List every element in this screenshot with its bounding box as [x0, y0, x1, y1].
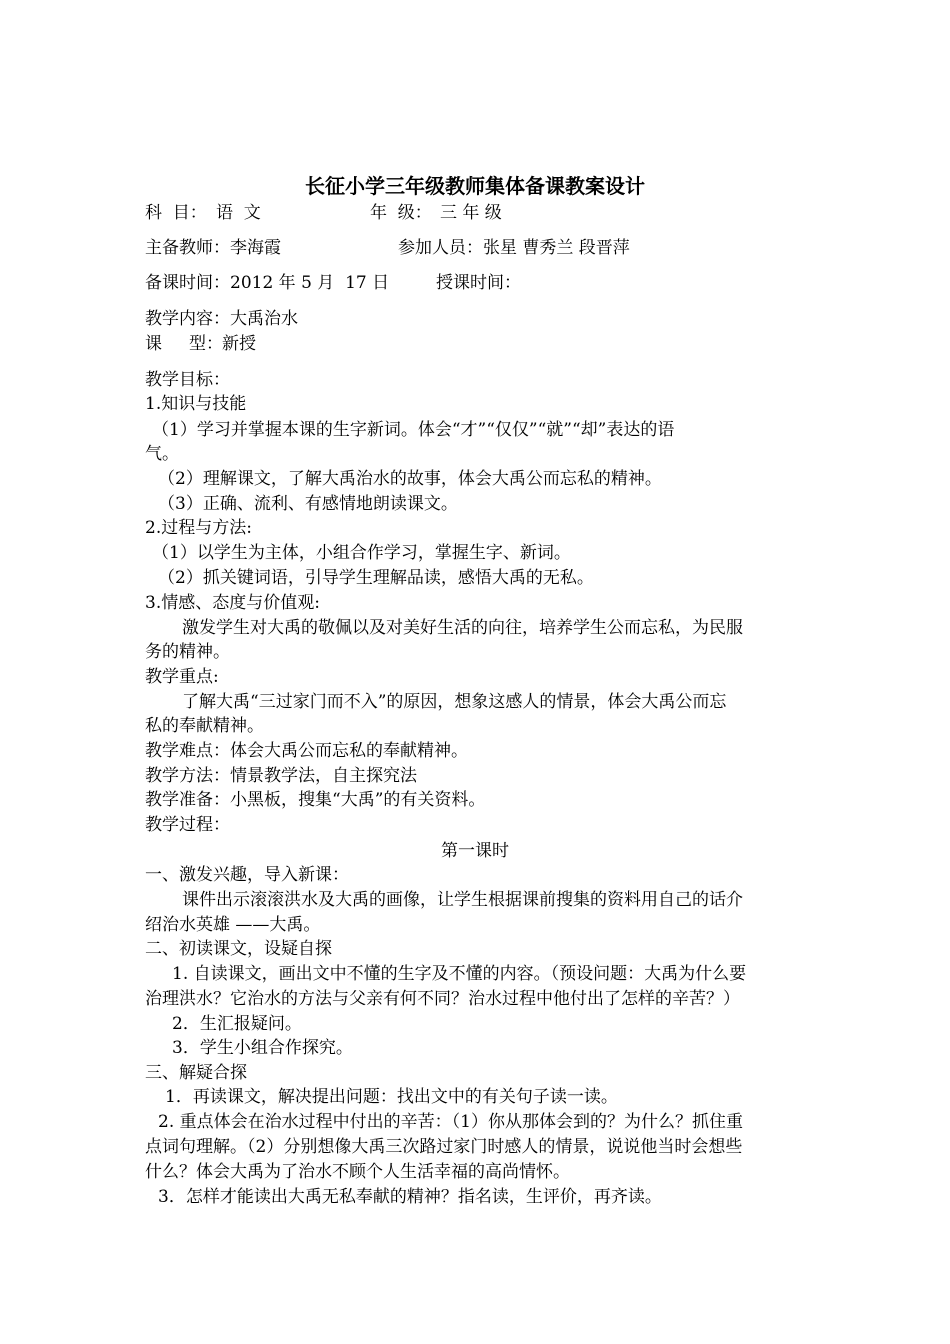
process-heading: 2.过程与方法:	[145, 518, 252, 538]
body-line: 什么？体会大禹为了治水不顾个人生活幸福的高尚情怀。	[145, 1162, 570, 1182]
body-line: 激发学生对大禹的敬佩以及对美好生活的向往，培养学生公而忘私，为民服	[182, 618, 743, 638]
prep-time-label: 备课时间：	[145, 273, 230, 293]
method-line: 教学方法：情景教学法，自主探究法	[145, 766, 417, 786]
lesson-period-title: 第一课时	[441, 841, 509, 861]
lead-teacher-label: 主备教师：	[145, 238, 230, 258]
content-label: 教学内容：	[145, 309, 230, 329]
participants-label: 参加人员：	[398, 238, 483, 258]
type-value: 新授	[222, 334, 256, 354]
grade-label: 年 级：	[370, 203, 432, 223]
body-line: （1）学习并掌握本课的生字新词。体会“才”“仅仅”“就”“却”表达的语	[152, 420, 675, 440]
grade-value: 三 年 级	[440, 203, 502, 223]
lead-teacher-value: 李海霞	[230, 238, 281, 258]
type-label: 课 型：	[145, 334, 224, 354]
body-line: 绍治水英雄 ——大禹。	[145, 915, 321, 935]
difficulty-line: 教学难点：体会大禹公而忘私的奉献精神。	[145, 741, 468, 761]
class-time-label: 授课时间：	[436, 273, 521, 293]
body-line: （3）正确、流利、有感情地朗读课文。	[158, 494, 458, 514]
subject-value: 语 文	[216, 203, 261, 223]
body-line: 了解大禹“三过家门而不入”的原因，想象这感人的情景，体会大禹公而忘	[182, 692, 727, 712]
objectives-heading: 教学目标：	[145, 370, 230, 390]
body-line: 2．生汇报疑问。	[172, 1014, 302, 1034]
page-title: 长征小学三年级教师集体备课教案设计	[305, 174, 645, 198]
body-line: 私的奉献精神。	[145, 716, 264, 736]
body-line: （2）抓关键词语，引导学生理解品读，感悟大禹的无私。	[158, 568, 594, 588]
section-heading: 二、初读课文，设疑自探	[145, 939, 332, 959]
section-heading: 一、激发兴趣，导入新课：	[145, 865, 349, 885]
emotion-heading: 3.情感、态度与价值观:	[145, 593, 320, 613]
content-value: 大禹治水	[230, 309, 298, 329]
body-line: 课件出示滚滚洪水及大禹的画像，让学生根据课前搜集的资料用自己的话介	[182, 890, 743, 910]
body-line: 1．再读课文，解决提出问题：找出文中的有关句子读一读。	[165, 1087, 618, 1107]
body-line: （1）以学生为主体，小组合作学习，掌握生字、新词。	[152, 543, 571, 563]
body-line: 3．学生小组合作探究。	[172, 1038, 353, 1058]
knowledge-heading: 1.知识与技能	[145, 394, 247, 414]
participants-value: 张星 曹秀兰 段晋萍	[483, 238, 630, 258]
body-line: 2. 重点体会在治水过程中付出的辛苦：（1）你从那体会到的？为什么？抓住重	[158, 1112, 743, 1132]
body-line: 务的精神。	[145, 642, 230, 662]
preparation-line: 教学准备：小黑板，搜集“大禹”的有关资料。	[145, 790, 486, 810]
body-line: 点词句理解。（2）分别想像大禹三次路过家门时感人的情景，说说他当时会想些	[145, 1137, 743, 1157]
subject-label: 科 目：	[145, 203, 207, 223]
body-line: 1. 自读课文，画出文中不懂的生字及不懂的内容。（预设问题：大禹为什么要	[172, 964, 747, 984]
body-line: 3．怎样才能读出大禹无私奉献的精神？指名读，生评价，再齐读。	[158, 1187, 662, 1207]
process-title: 教学过程：	[145, 815, 230, 835]
section-heading: 三、解疑合探	[145, 1063, 247, 1083]
key-points-heading: 教学重点:	[145, 667, 219, 687]
body-line: 气。	[145, 444, 179, 464]
body-line: 治理洪水？它治水的方法与父亲有何不同？治水过程中他付出了怎样的辛苦？）	[145, 989, 740, 1009]
body-line: （2）理解课文，了解大禹治水的故事，体会大禹公而忘私的精神。	[158, 469, 662, 489]
prep-time-value: 2012 年 5 月 17 日	[230, 273, 390, 293]
